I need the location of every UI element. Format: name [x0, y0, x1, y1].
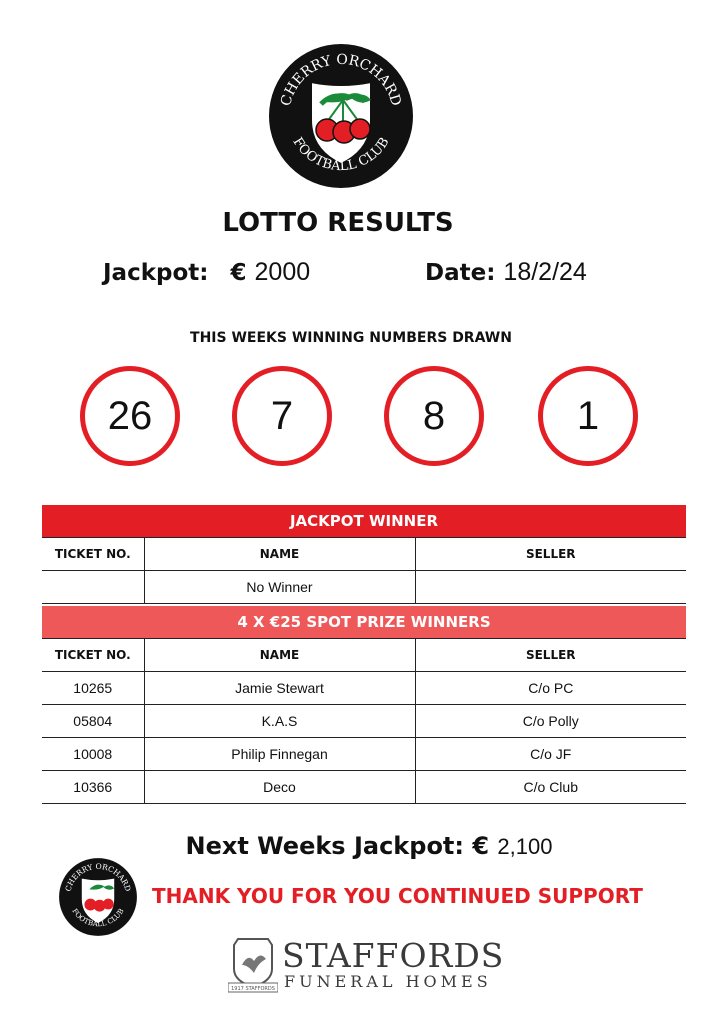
column-header-name: NAME [144, 538, 415, 571]
winning-number-ball: 1 [538, 366, 638, 466]
jackpot-label: Jackpot: [103, 260, 209, 286]
sponsor-subtitle: FUNERAL HOMES [284, 972, 492, 991]
club-logo-bottom-text: FOOTBALL CLUB [289, 135, 393, 175]
column-header-seller: SELLER [415, 639, 686, 672]
draw-date [425, 258, 587, 287]
ticket-cell: 10008 [42, 738, 144, 771]
column-header-name: NAME [144, 639, 415, 672]
next-jackpot [0, 832, 724, 860]
club-logo-small-top-text: CHERRY ORCHARD [63, 861, 133, 893]
table-header-row [42, 639, 686, 672]
name-cell: K.A.S [144, 705, 415, 738]
column-header-seller: SELLER [415, 538, 686, 571]
next-jackpot-value: 2,100 [497, 834, 553, 859]
name-cell: Philip Finnegan [144, 738, 415, 771]
date-label: Date: [425, 260, 496, 286]
table-row [42, 672, 686, 705]
table-row [42, 705, 686, 738]
club-logo-small [58, 857, 138, 937]
ticket-cell: 10366 [42, 771, 144, 804]
seller-cell: C/o Polly [415, 705, 686, 738]
sponsor-name: STAFFORDS [282, 936, 505, 975]
club-logo [267, 42, 415, 190]
sponsor-badge-text: 1917 STAFFORDS [231, 986, 275, 992]
name-cell: Deco [144, 771, 415, 804]
jackpot-currency: € [230, 260, 247, 286]
column-header-ticket: TICKET NO. [42, 538, 144, 571]
table-row [42, 771, 686, 804]
name-cell: No Winner [144, 571, 415, 604]
column-header-ticket: TICKET NO. [42, 639, 144, 672]
thank-you-message: THANK YOU FOR YOU CONTINUED SUPPORT [152, 884, 643, 908]
jackpot-winner-table [42, 537, 686, 604]
winning-number-ball: 7 [232, 366, 332, 466]
winning-number-ball: 26 [80, 366, 180, 466]
winning-numbers-heading: THIS WEEKS WINNING NUMBERS DRAWN [190, 330, 512, 346]
jackpot-value: 2000 [254, 258, 311, 286]
spot-prize-heading: 4 X €25 SPOT PRIZE WINNERS [42, 606, 686, 638]
seller-cell: C/o PC [415, 672, 686, 705]
name-cell: Jamie Stewart [144, 672, 415, 705]
seller-cell: C/o JF [415, 738, 686, 771]
sponsor-shield-icon [228, 935, 278, 993]
ticket-cell: 10265 [42, 672, 144, 705]
page-title: LOTTO RESULTS [222, 208, 454, 238]
ticket-cell [42, 571, 144, 604]
ticket-cell: 05804 [42, 705, 144, 738]
next-jackpot-label: Next Weeks Jackpot: [185, 832, 464, 860]
club-logo-small-bottom-text: FOOTBALL CLUB [70, 906, 126, 929]
table-header-row [42, 538, 686, 571]
seller-cell: C/o Club [415, 771, 686, 804]
spot-prize-table [42, 638, 686, 804]
seller-cell [415, 571, 686, 604]
next-jackpot-currency: € [472, 832, 490, 860]
winning-number-ball: 8 [384, 366, 484, 466]
club-logo-top-text: CHERRY ORCHARD [278, 51, 404, 108]
jackpot-amount [103, 258, 310, 287]
table-row [42, 738, 686, 771]
date-value: 18/2/24 [503, 258, 587, 286]
jackpot-winner-heading: JACKPOT WINNER [42, 505, 686, 537]
table-row [42, 571, 686, 604]
